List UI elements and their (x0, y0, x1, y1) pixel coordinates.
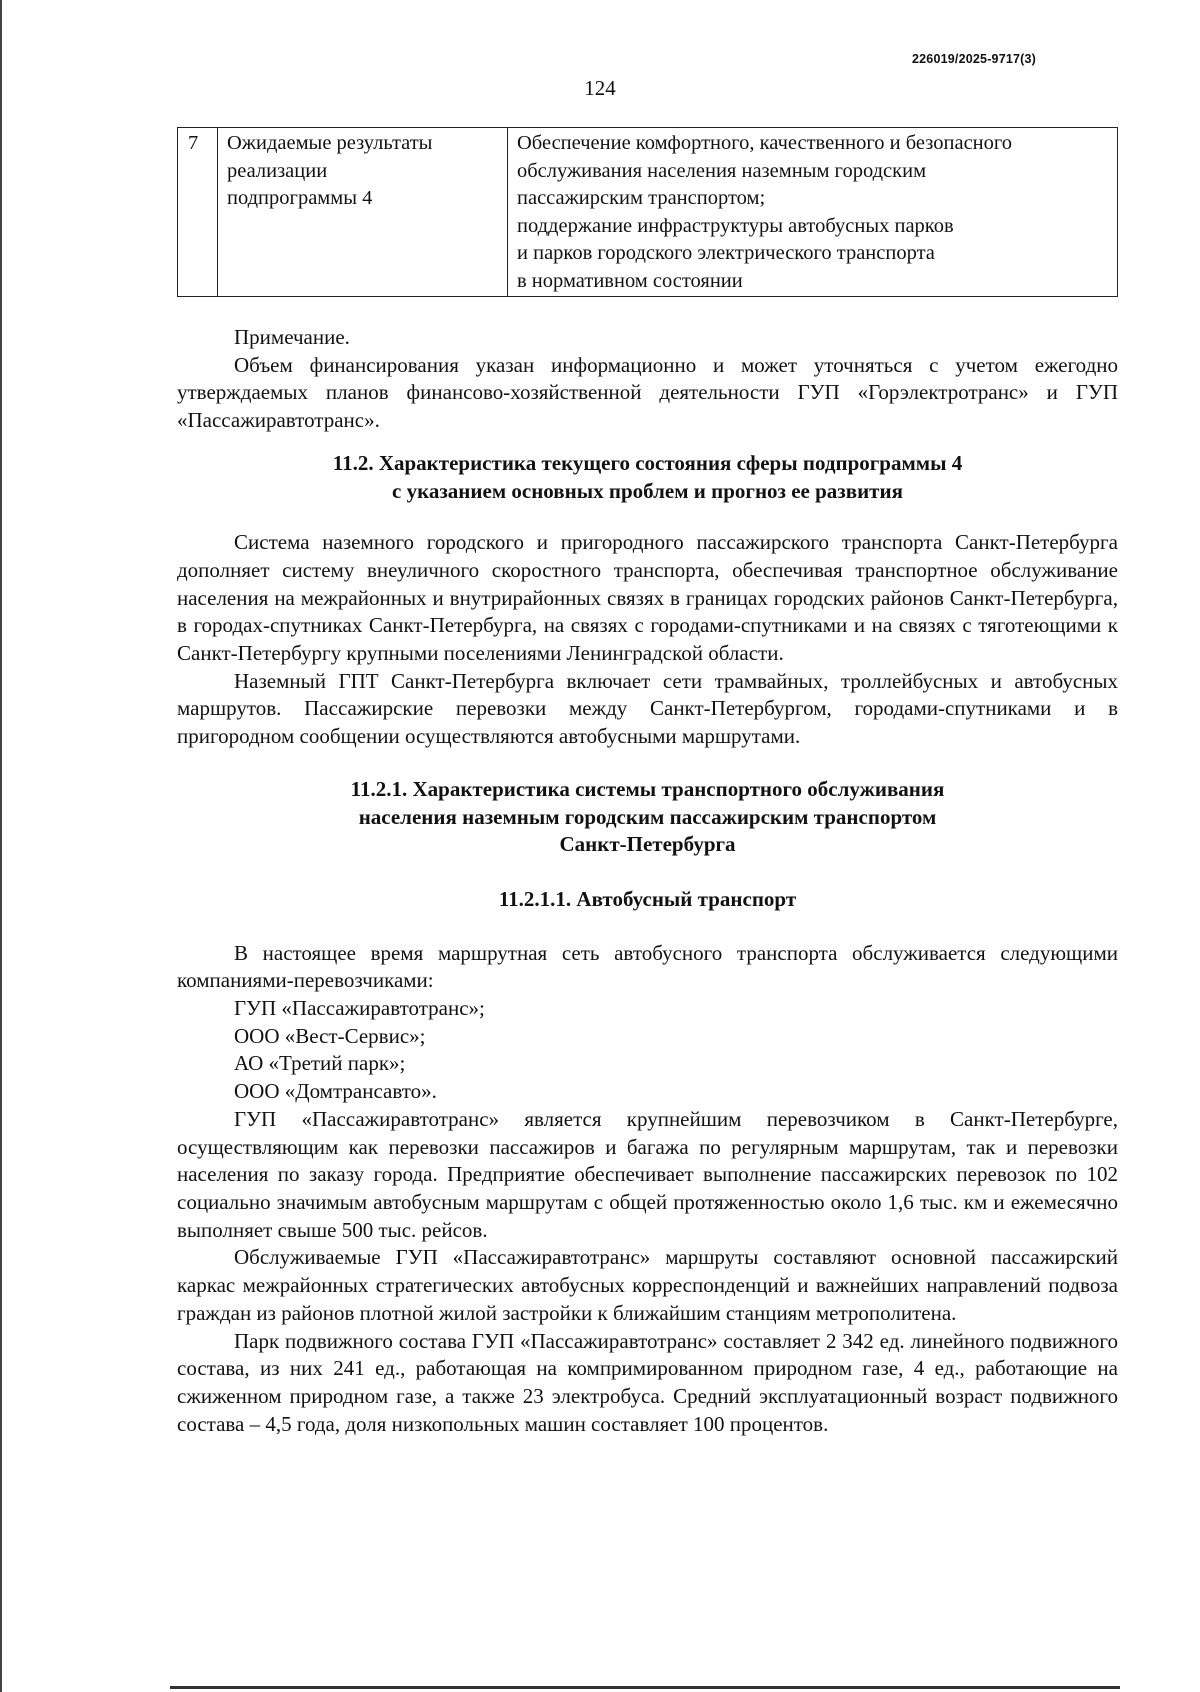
paragraph: Парк подвижного состава ГУП «Пассажиравтотранс» составляет 2 342 ед. линейного подвижного состава, из них 241 ед., работающая на компримированном природном газе, 4 ед., работающие на сжиженном природном газе, а также 23 электробуса. Средний эксплуатационный возраст подвижного состава – 4,5 года, доля низкопольных машин составляет 100 процентов. (177, 1328, 1118, 1436)
heading-line: 11.2.1. Характеристика системы транспортного обслуживания (350, 776, 945, 801)
list-item: ГУП «Пассажиравтотранс»; (234, 996, 485, 1021)
scan-left-edge (0, 0, 2, 1692)
section-heading-11-2-1-1: 11.2.1.1. Автобусный транспорт (498, 886, 797, 911)
row-value-cell (508, 128, 1118, 297)
value-line: и парков городского электрического транспорта (517, 242, 935, 264)
label-line: подпрограммы 4 (227, 187, 373, 209)
heading-line: с указанием основных проблем и прогноз ее развития (392, 478, 903, 503)
paragraph: В настоящее время маршрутная сеть автобусного транспорта обслуживается следующими компаниями-перевозчиками: (177, 940, 1118, 993)
heading-line: 11.2. Характеристика текущего состояния сферы подпрограммы 4 (332, 450, 963, 475)
value-line: поддержание инфраструктуры автобусных парков (517, 214, 954, 237)
section-heading-11-2-1 (177, 776, 1118, 859)
note-title: Примечание. (234, 325, 350, 349)
paragraph: Система наземного городского и пригородного пассажирского транспорта Санкт-Петербурга дополняет систему внеуличного скоростного транспорта, обеспечивая транспортное обслуживание населения на межрайонных и внутрирайонных связях в границах городских районов Санкт-Петербурга, в городах-спутниках Санкт-Петербурга, на связях с городами-спутниками и на связях с тяготеющими к Санкт-Петербургу крупными поселениями Ленинградской области. (177, 530, 1118, 666)
label-line: реализации (227, 159, 328, 182)
row-number-cell: 7 (178, 128, 218, 297)
table-row (178, 128, 1118, 297)
document-body (177, 324, 1118, 1438)
page-number: 124 (584, 76, 616, 100)
paragraph: Наземный ГПТ Санкт-Петербурга включает сети трамвайных, троллейбусных и автобусных маршрутов. Пассажирские перевозки между Санкт-Петербургом, городами-спутниками и в пригородном сообщении осуществляются автобусными маршрутами. (177, 668, 1118, 749)
list-item: ООО «Вест-Сервис»; (234, 1023, 426, 1048)
value-line: обслуживания населения наземным городским (517, 159, 927, 182)
heading-line: Санкт-Петербурга (559, 832, 736, 857)
heading-line: населения наземным городским пассажирским транспортом (358, 804, 937, 829)
value-line: Обеспечение комфортного, качественного и безопасного (517, 132, 1013, 154)
program-passport-table (177, 127, 1118, 297)
value-line: в нормативном состоянии (517, 269, 743, 292)
row-label-cell (218, 128, 508, 297)
paragraph: Обслуживаемые ГУП «Пассажиравтотранс» маршруты составляют основной пассажирский каркас межрайонных стратегических автобусных корреспонденций и важнейших направлений подвоза граждан из районов плотной жилой застройки к ближайшим станциям метрополитена. (177, 1245, 1118, 1325)
note-text: Объем финансирования указан информационно и может уточняться с учетом ежегодно утверждаемых планов финансово-хозяйственной деятельности ГУП «Горэлектротранс» и ГУП «Пассажиравтотранс». (177, 352, 1118, 433)
list-item: ООО «Домтрансавто». (234, 1079, 437, 1104)
value-line: пассажирским транспортом; (517, 187, 766, 209)
document-id: 226019/2025-9717(3) (912, 52, 1037, 66)
scan-bottom-rule (170, 1686, 1120, 1689)
paragraph: ГУП «Пассажиравтотранс» является крупнейшим перевозчиком в Санкт-Петербурге, осуществляющим как перевозки пассажиров и багажа по регулярным маршрутам, так и перевозки населения по заказу города. Предприятие обеспечивает выполнение пассажирских перевозок по 102 социально значимым автобусным маршрутам с общей протяженностью около 1,6 тыс. км и ежемесячно выполняет свыше 500 тыс. рейсов. (177, 1106, 1118, 1242)
label-line: Ожидаемые результаты (227, 132, 433, 154)
section-heading-11-2 (177, 450, 1118, 505)
list-item: АО «Третий парк»; (234, 1051, 406, 1076)
